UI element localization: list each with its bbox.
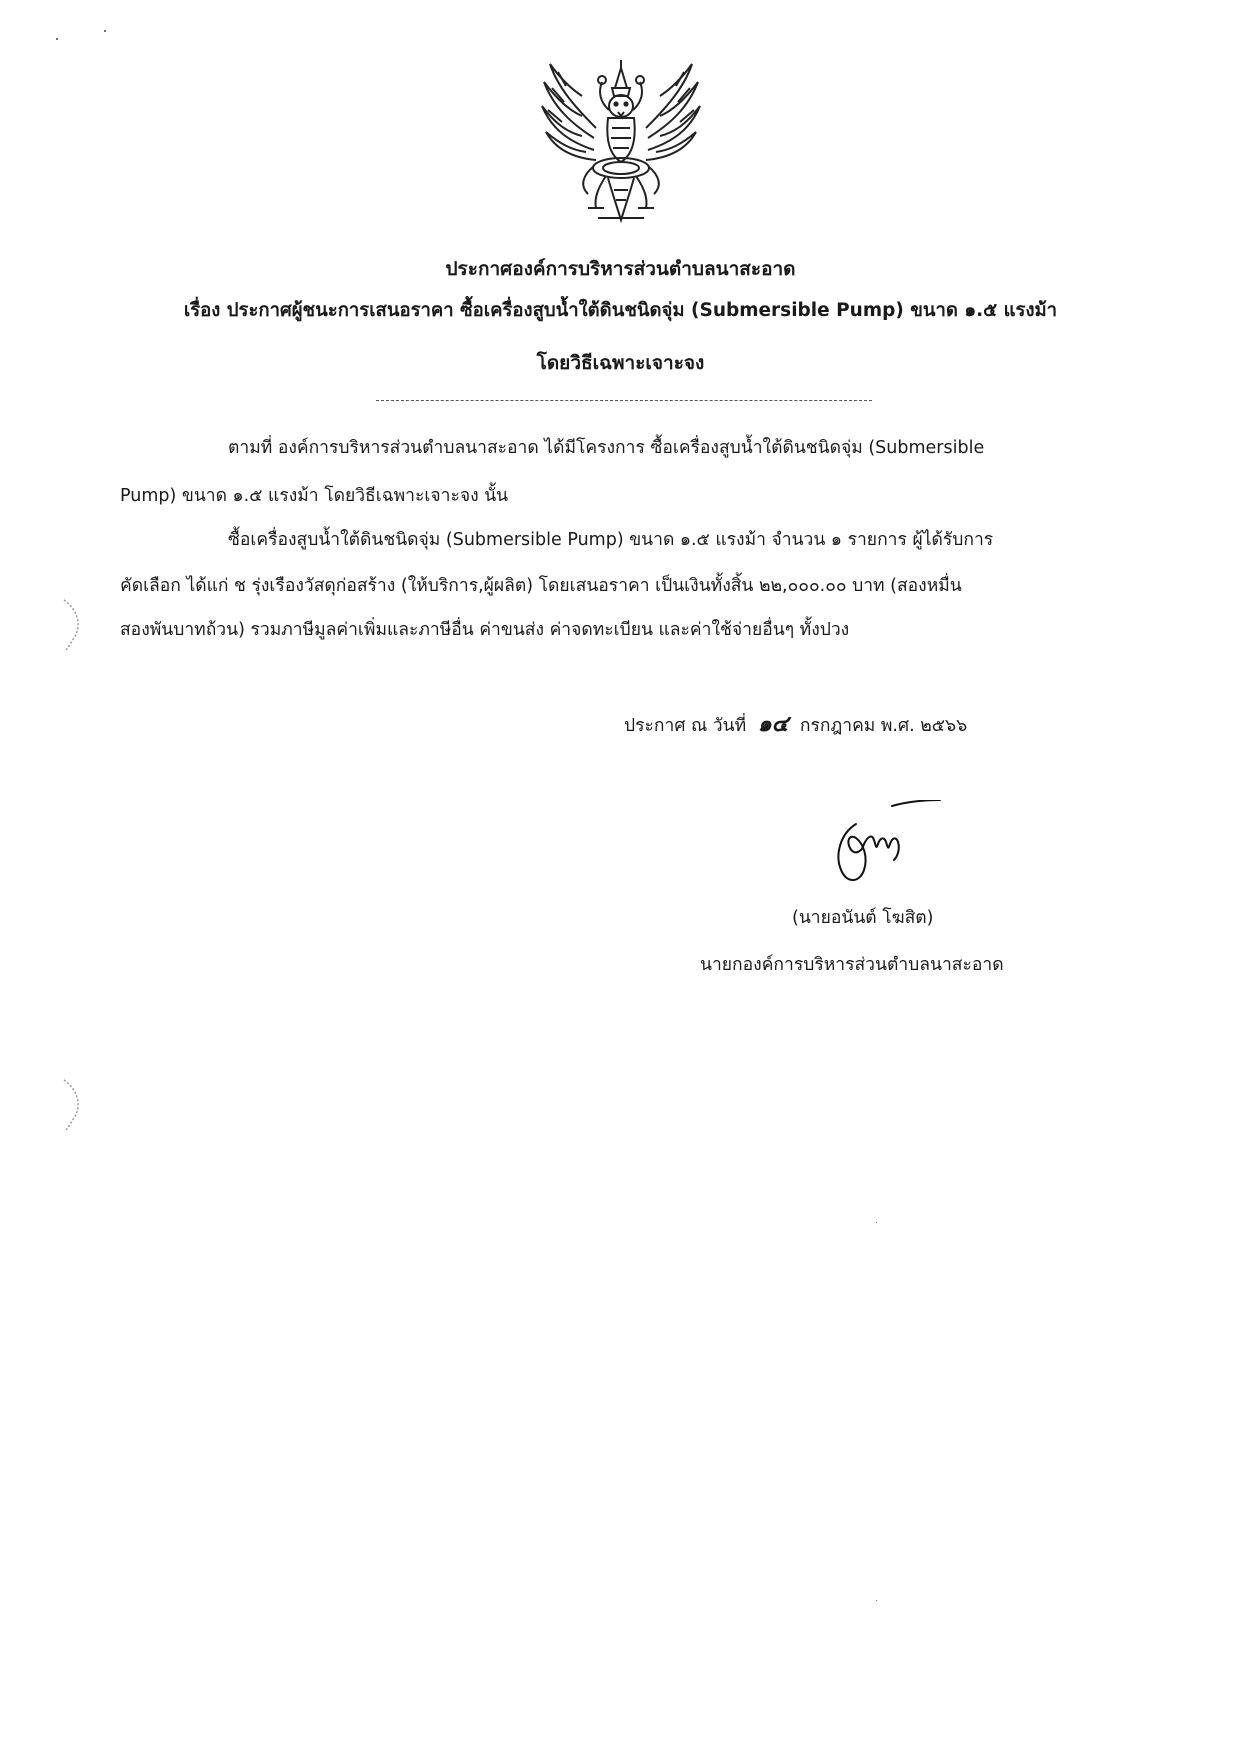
scan-speck (104, 30, 106, 32)
paragraph-2-line-2: คัดเลือก ได้แก่ ช รุ่งเรืองวัสดุก่อสร้าง (ให้บริการ,ผู้ผลิต) โดยเสนอราคา เป็นเงินทั้งสิ้น ๒๒,๐๐๐.๐๐ บาท (สองหมื่น (120, 576, 962, 596)
signatory-title: นายกองค์การบริหารส่วนตำบลนาสะอาด (700, 955, 1004, 975)
scan-speck (876, 1600, 877, 1601)
date-month-year: กรกฎาคม พ.ศ. ๒๕๖๖ (799, 716, 968, 736)
paragraph-1-line-1: ตามที่ องค์การบริหารส่วนตำบลนาสะอาด ได้มีโครงการ ซื้อเครื่องสูบน้ำใต้ดินชนิดจุ่ม (Submersible (228, 438, 985, 458)
date-day-handwritten: ๑๔ (757, 711, 789, 737)
date-prefix: ประกาศ ณ วันที่ (624, 716, 747, 736)
paragraph-1-line-2: Pump) ขนาด ๑.๕ แรงม้า โดยวิธีเฉพาะเจาะจง นั้น (120, 486, 509, 506)
punch-hole-shadow-icon (60, 596, 88, 652)
scan-speck (56, 38, 58, 40)
paragraph-2-line-3: สองพันบาทถ้วน) รวมภาษีมูลค่าเพิ่มและภาษีอื่น ค่าขนส่ง ค่าจดทะเบียน และค่าใช้จ่ายอื่นๆ ทั้งปวง (120, 620, 850, 640)
signatory-name: (นายอนันต์ โฆสิต) (792, 908, 934, 928)
paragraph-2-line-1: ซื้อเครื่องสูบน้ำใต้ดินชนิดจุ่ม (Submersible Pump) ขนาด ๑.๕ แรงม้า จำนวน ๑ รายการ ผู้ได้รับการ (228, 530, 994, 550)
document-title: ประกาศองค์การบริหารส่วนตำบลนาสะอาด (445, 258, 796, 280)
scan-speck (876, 1222, 877, 1223)
garuda-emblem-icon (536, 58, 706, 226)
handwritten-signature-icon (816, 800, 946, 896)
procurement-method: โดยวิธีเฉพาะเจาะจง (536, 352, 705, 374)
announcement-date (624, 706, 967, 741)
punch-hole-shadow-icon (60, 1076, 88, 1132)
separator-line (376, 400, 872, 401)
document-subject: เรื่อง ประกาศผู้ชนะการเสนอราคา ซื้อเครื่องสูบน้ำใต้ดินชนิดจุ่ม (Submersible Pump) ขนาด ๑.๕ แรงม้า (183, 300, 1058, 321)
